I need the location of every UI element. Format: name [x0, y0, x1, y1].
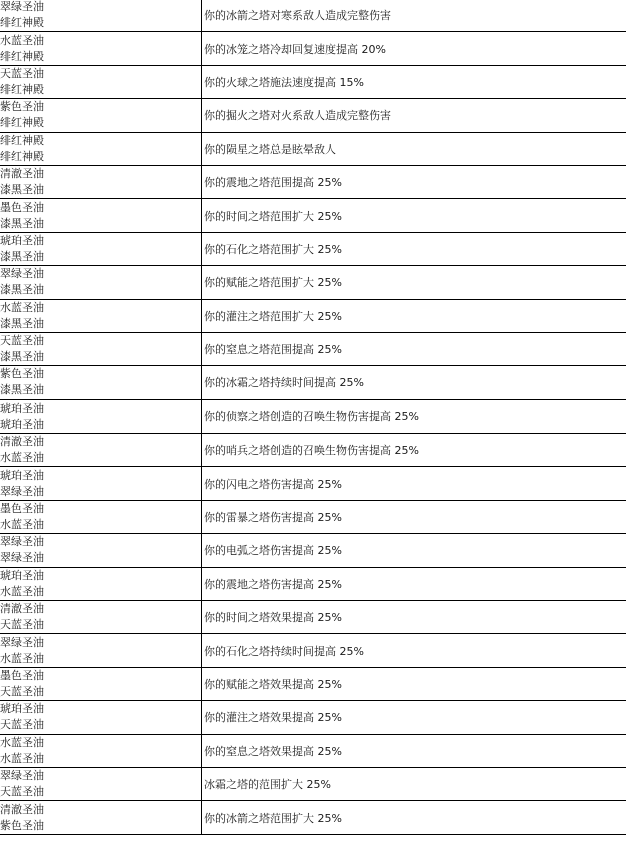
effect-text: 你的火球之塔施法速度提高 15%	[204, 75, 364, 89]
oil-first: 紫色圣油	[0, 367, 44, 381]
table-row	[0, 801, 626, 834]
effect-cell	[202, 132, 626, 165]
effect-cell	[202, 801, 626, 834]
effect-text: 你的侦察之塔创造的召唤生物伤害提高 25%	[204, 410, 419, 424]
oil-first: 墨色圣油	[0, 669, 44, 682]
table-row	[0, 467, 626, 500]
oil-cell	[0, 500, 202, 533]
oil-first: 清澈圣油	[0, 435, 44, 449]
oil-cell	[0, 601, 202, 634]
oil-second: 天蓝圣油	[0, 685, 44, 698]
effect-cell	[202, 734, 626, 767]
effect-cell	[202, 667, 626, 700]
effect-cell	[202, 299, 626, 332]
oil-second: 水蓝圣油	[0, 651, 44, 665]
effect-cell	[202, 434, 626, 467]
oil-second: 琥珀圣油	[0, 418, 44, 432]
effect-text: 你的石化之塔持续时间提高 25%	[204, 644, 364, 658]
oil-cell	[0, 65, 202, 98]
oil-second: 绯红神殿	[0, 116, 44, 130]
table-row	[0, 701, 626, 734]
effect-text: 你的掘火之塔对火系敌人造成完整伤害	[204, 109, 391, 123]
effect-cell	[202, 634, 626, 667]
oil-cell	[0, 467, 202, 500]
oil-first: 清澈圣油	[0, 167, 44, 181]
oil-first: 绯红神殿	[0, 133, 44, 147]
oil-second: 漆黑圣油	[0, 350, 44, 364]
oil-first: 紫色圣油	[0, 100, 44, 114]
oil-first: 翠绿圣油	[0, 0, 44, 14]
oil-first: 琥珀圣油	[0, 402, 44, 416]
effect-text: 你的冰箭之塔范围扩大 25%	[204, 811, 342, 825]
effect-text: 你的哨兵之塔创造的召唤生物伤害提高 25%	[204, 444, 419, 458]
effect-cell	[202, 767, 626, 800]
effect-text: 你的灌注之塔范围扩大 25%	[204, 309, 342, 323]
table-row	[0, 199, 626, 232]
oil-second: 紫色圣油	[0, 818, 44, 832]
effect-text: 你的石化之塔范围扩大 25%	[204, 242, 342, 256]
effect-text: 你的陨星之塔总是眩晕敌人	[204, 142, 336, 156]
oil-cell	[0, 0, 202, 32]
oil-cell	[0, 801, 202, 834]
table-row	[0, 32, 626, 65]
effect-cell	[202, 266, 626, 299]
oil-cell	[0, 734, 202, 767]
table-row	[0, 767, 626, 800]
table-row	[0, 399, 626, 433]
oil-first: 水蓝圣油	[0, 735, 44, 749]
oil-first: 天蓝圣油	[0, 66, 44, 80]
oil-first: 琥珀圣油	[0, 568, 44, 582]
oil-second: 翠绿圣油	[0, 551, 44, 565]
effect-cell	[202, 165, 626, 198]
oil-cell	[0, 366, 202, 399]
table-row	[0, 534, 626, 567]
oil-second: 漆黑圣油	[0, 316, 44, 330]
effect-text: 你的震地之塔伤害提高 25%	[204, 577, 342, 591]
oil-first: 琥珀圣油	[0, 233, 44, 247]
effect-cell	[202, 332, 626, 365]
oil-first: 翠绿圣油	[0, 769, 44, 783]
oil-second: 绯红神殿	[0, 16, 44, 30]
oil-second: 翠绿圣油	[0, 484, 44, 498]
oil-cell	[0, 767, 202, 800]
oil-second: 绯红神殿	[0, 149, 44, 163]
oil-first: 琥珀圣油	[0, 468, 44, 482]
table-row	[0, 366, 626, 399]
effect-cell	[202, 366, 626, 399]
oil-cell	[0, 232, 202, 265]
table-row	[0, 634, 626, 667]
oil-cell	[0, 634, 202, 667]
effect-cell	[202, 0, 626, 32]
oil-second: 天蓝圣油	[0, 618, 44, 632]
table-row	[0, 99, 626, 132]
table-row	[0, 434, 626, 467]
oil-second: 漆黑圣油	[0, 383, 44, 397]
oil-second: 天蓝圣油	[0, 785, 44, 799]
effect-cell	[202, 567, 626, 600]
effect-text: 你的雷暴之塔伤害提高 25%	[204, 511, 342, 525]
effect-text: 你的电弧之塔伤害提高 25%	[204, 544, 342, 558]
oil-cell	[0, 701, 202, 734]
oil-second: 水蓝圣油	[0, 451, 44, 465]
oil-first: 清澈圣油	[0, 802, 44, 816]
effect-text: 你的冰箭之塔对寒系敌人造成完整伤害	[204, 9, 391, 23]
oil-second: 水蓝圣油	[0, 751, 44, 765]
oil-first: 水蓝圣油	[0, 33, 44, 47]
effect-cell	[202, 601, 626, 634]
oil-first: 琥珀圣油	[0, 702, 44, 716]
effect-cell	[202, 701, 626, 734]
effect-cell	[202, 467, 626, 500]
table-row	[0, 500, 626, 533]
oil-cell	[0, 199, 202, 232]
oil-second: 水蓝圣油	[0, 518, 44, 532]
effect-text: 你的冰霜之塔持续时间提高 25%	[204, 376, 364, 390]
oil-first: 清澈圣油	[0, 602, 44, 616]
oil-cell	[0, 399, 202, 433]
table-row	[0, 601, 626, 634]
oil-cell	[0, 667, 202, 700]
effect-cell	[202, 199, 626, 232]
table-row	[0, 332, 626, 365]
table-row	[0, 65, 626, 98]
oil-second: 漆黑圣油	[0, 249, 44, 263]
effect-text: 你的时间之塔效果提高 25%	[204, 611, 342, 625]
oil-first: 翠绿圣油	[0, 635, 44, 649]
oil-cell	[0, 332, 202, 365]
effect-text: 冰霜之塔的范围扩大 25%	[204, 778, 331, 792]
effect-text: 你的赋能之塔范围扩大 25%	[204, 276, 342, 290]
oil-first: 水蓝圣油	[0, 300, 44, 314]
table-row	[0, 567, 626, 600]
effect-cell	[202, 32, 626, 65]
oil-second: 绯红神殿	[0, 82, 44, 96]
table-row	[0, 165, 626, 198]
oil-first: 翠绿圣油	[0, 267, 44, 281]
table-row	[0, 667, 626, 700]
effect-text: 你的赋能之塔效果提高 25%	[204, 678, 342, 691]
table-row	[0, 0, 626, 32]
table-row	[0, 299, 626, 332]
oil-cell	[0, 132, 202, 165]
effect-text: 你的闪电之塔伤害提高 25%	[204, 477, 342, 491]
oil-cell	[0, 299, 202, 332]
effect-cell	[202, 500, 626, 533]
effect-cell	[202, 399, 626, 433]
effect-cell	[202, 65, 626, 98]
oil-cell	[0, 534, 202, 567]
oil-second: 绯红神殿	[0, 49, 44, 63]
oil-cell	[0, 99, 202, 132]
effect-text: 你的窒息之塔效果提高 25%	[204, 744, 342, 758]
oil-second: 漆黑圣油	[0, 183, 44, 197]
effect-text: 你的冰笼之塔冷却回复速度提高 20%	[204, 42, 386, 56]
table-row	[0, 132, 626, 165]
oil-cell	[0, 567, 202, 600]
oil-second: 水蓝圣油	[0, 584, 44, 598]
table-row	[0, 232, 626, 265]
effect-text: 你的灌注之塔效果提高 25%	[204, 711, 342, 725]
oil-first: 墨色圣油	[0, 502, 44, 516]
effect-text: 你的窒息之塔范围提高 25%	[204, 343, 342, 357]
effect-cell	[202, 232, 626, 265]
oil-cell	[0, 266, 202, 299]
effect-text: 你的时间之塔范围扩大 25%	[204, 209, 342, 223]
table-row	[0, 266, 626, 299]
effect-text: 你的震地之塔范围提高 25%	[204, 176, 342, 190]
oil-cell	[0, 434, 202, 467]
oil-second: 天蓝圣油	[0, 718, 44, 732]
oil-second: 漆黑圣油	[0, 283, 44, 297]
oil-second: 漆黑圣油	[0, 216, 44, 230]
oil-first: 天蓝圣油	[0, 334, 44, 348]
oil-cell	[0, 165, 202, 198]
oil-first: 墨色圣油	[0, 200, 44, 214]
effect-cell	[202, 99, 626, 132]
oil-first: 翠绿圣油	[0, 535, 44, 549]
effect-cell	[202, 534, 626, 567]
table-row	[0, 734, 626, 767]
oil-cell	[0, 32, 202, 65]
